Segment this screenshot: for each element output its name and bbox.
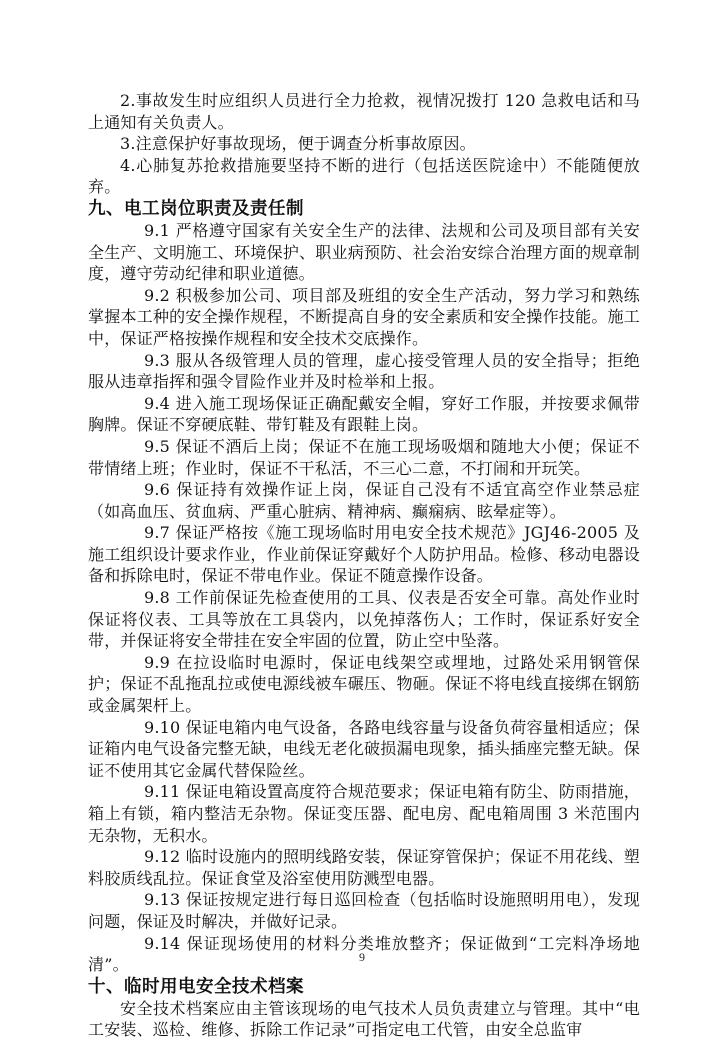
clause-9-13: 9.13 保证按规定进行每日巡回检查（包括临时设施照明用电），发现问题，保证及时解决，并做好记录。 [88, 890, 640, 931]
clause-9-2: 9.2 积极参加公司、项目部及班组的安全生产活动，努力学习和熟练掌握本工种的安全操作规程，不断提高自身的安全素质和安全操作技能。施工中，保证严格按操作规程和安全技术交底操作。 [88, 285, 640, 348]
clause-9-8: 9.8 工作前保证先检查使用的工具、仪表是否安全可靠。高处作业时保证将仪表、工具等放在工具袋内，以免掉落伤人；工作时，保证系好安全带，并保证将安全带挂在安全牢固的位置，防止空中坠落。 [88, 588, 640, 651]
clause-9-11: 9.11 保证电箱设置高度符合规范要求；保证电箱有防尘、防雨措施，箱上有锁，箱内整洁无杂物。保证变压器、配电房、配电箱周围 3 米范围内无杂物，无积水。 [88, 782, 640, 845]
clause-9-3: 9.3 服从各级管理人员的管理，虚心接受管理人员的安全指导；拒绝服从违章指挥和强令冒险作业并及时检举和上报。 [88, 350, 640, 392]
clause-9-5: 9.5 保证不酒后上岗；保证不在施工现场吸烟和随地大小便；保证不带情绪上班；作业时，保证不干私活，不三心二意，不打闹和开玩笑。 [88, 436, 640, 478]
section-9-heading: 九、电工岗位职责及责任制 [88, 198, 304, 219]
clause-9-9: 9.9 在拉设临时电源时，保证电线架空或埋地，过路处采用钢管保护；保证不乱拖乱拉或使电源线被车碾压、物砸。保证不将电线直接绑在钢筋或金属架杆上。 [88, 652, 640, 716]
intro-item-4: 4.心肺复苏抢救措施要坚持不断的进行（包括送医院途中）不能随便放弃。 [88, 155, 640, 197]
clause-9-14: 9.14 保证现场使用的材料分类堆放整齐；保证做到“工完料净场地清”。 [88, 933, 640, 975]
clause-9-1: 9.1 严格遵守国家有关安全生产的法律、法规和公司及项目部有关安全生产、文明施工、环境保护、职业病预防、社会治安综合治理方面的规章制度，遵守劳动纪律和职业道德。 [88, 220, 640, 284]
intro-item-2: 2.事故发生时应组织人员进行全力抢救，视情况拨打 120 急救电话和马上通知有关负责人。 [88, 91, 640, 132]
section-10-paragraph: 安全技术档案应由主管该现场的电气技术人员负责建立与管理。其中“电工安装、巡检、维修、拆除工作记录”可指定电工代管，由安全总监审 [88, 998, 640, 1040]
clause-9-7: 9.7 保证严格按《施工现场临时用电安全技术规范》JGJ46-2005 及施工组织设计要求作业，作业前保证穿戴好个人防护用品。检修、移动电器设备和拆除电时，保证不带电作业。保证不随意操作设备。 [88, 523, 640, 586]
clause-9-10: 9.10 保证电箱内电气设备，各路电线容量与设备负荷容量相适应；保证箱内电气设备完整无缺，电线无老化破损漏电现象，插头插座完整无缺。保证不使用其它金属代替保险丝。 [88, 717, 640, 780]
intro-item-3: 3.注意保护好事故现场，便于调查分析事故原因。 [120, 134, 476, 154]
page-content [88, 90, 640, 1041]
clause-9-4: 9.4 进入施工现场保证正确配戴安全帽，穿好工作服，并按要求佩带胸牌。保证不穿硬底鞋、带钉鞋及有跟鞋上岗。 [88, 393, 640, 435]
clause-9-12: 9.12 临时设施内的照明线路安装，保证穿管保护；保证不用花线、塑料胶质线乱拉。保证食堂及浴室使用防溅型电器。 [88, 847, 640, 888]
page-number: 9 [359, 950, 365, 964]
section-10-heading: 十、临时用电安全技术档案 [88, 976, 304, 997]
clause-9-6: 9.6 保证持有效操作证上岗，保证自己没有不适宜高空作业禁忌症（如高血压、贫血病、严重心脏病、精神病、癫痫病、眩晕症等）。 [88, 480, 640, 521]
